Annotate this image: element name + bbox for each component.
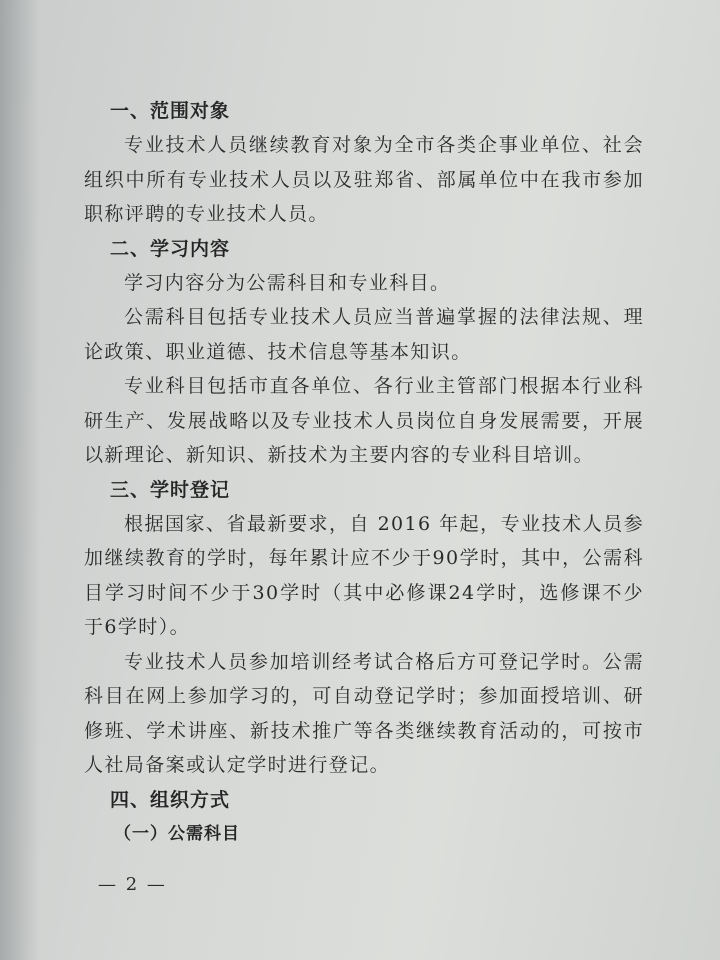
paragraph-content-types: 学习内容分为公需科目和专业科目。: [124, 271, 451, 294]
document-body: [84, 94, 644, 851]
section-heading-hours: 三、学时登记: [110, 478, 231, 501]
section-heading-scope: 一、范围对象: [110, 100, 231, 122]
paragraph-professional-subjects: 专业科目包括市直各单位、各行业主管部门根据本行业科研生产、发展战略以及专业技术人员岗位自身发展需要，开展以新理论、新知识、新技术为主要内容的专业科目培训。: [84, 375, 644, 466]
page-number: — 2 —: [98, 874, 167, 895]
paragraph-scope: 专业技术人员继续教育对象为全市各类企事业单位、社会组织中所有专业技术人员以及驻郑省、部属单位中在我市参加职称评聘的专业技术人员。: [84, 134, 644, 225]
section-heading-organization: 四、组织方式: [110, 788, 231, 811]
page-shadow: [0, 0, 40, 960]
paragraph-hours-requirement: 根据国家、省最新要求，自 2016 年起，专业技术人员参加继续教育的学时，每年累计应不少于90学时，其中，公需科目学习时间不少于30学时（其中必修课24学时，选修课不少于6学时）。: [84, 512, 644, 638]
subheading-public-subjects: （一）公需科目: [114, 823, 240, 844]
paragraph-hours-registration: 专业技术人员参加培训经考试合格后方可登记学时。公需科目在网上参加学习的，可自动登记学时；参加面授培训、研修班、学术讲座、新技术推广等各类继续教育活动的，可按市人社局备案或认定学时进行登记。: [84, 650, 644, 776]
section-heading-content: 二、学习内容: [110, 237, 231, 260]
paragraph-public-subjects: 公需科目包括专业技术人员应当普遍掌握的法律法规、理论政策、职业道德、技术信息等基本知识。: [84, 306, 644, 363]
